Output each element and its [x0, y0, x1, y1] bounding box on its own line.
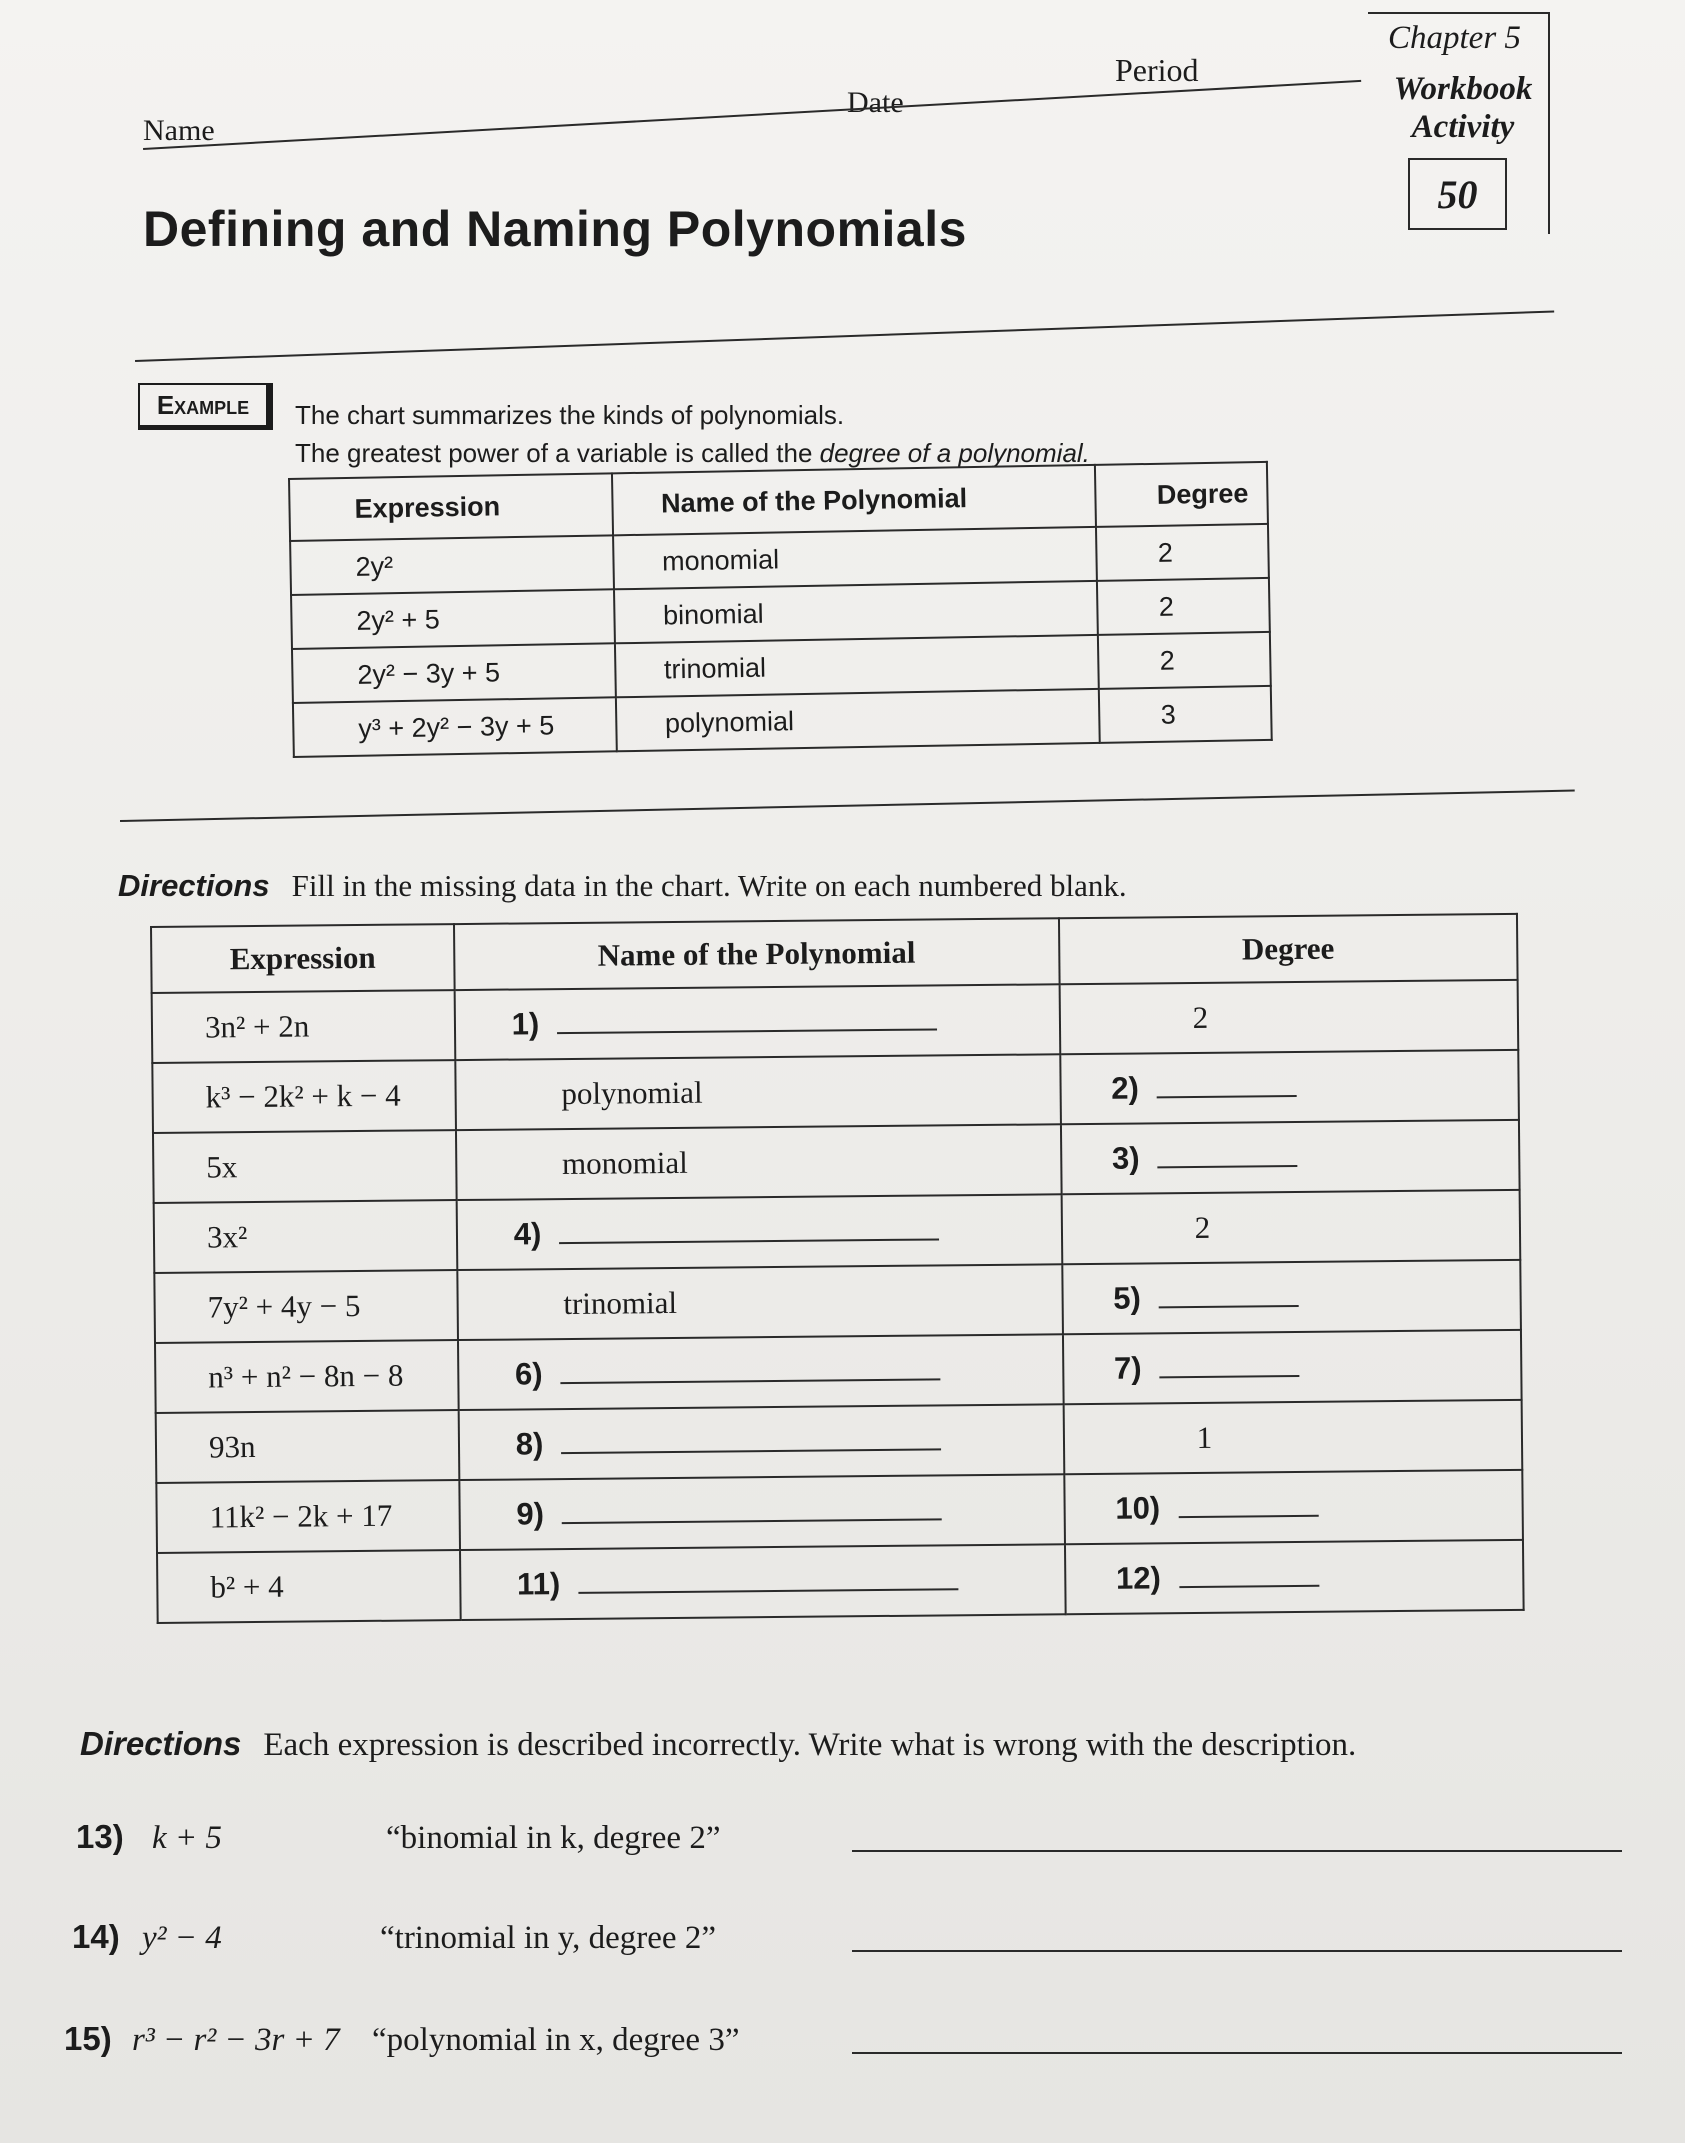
answer-blank-9[interactable] [459, 1474, 1065, 1550]
directions-heading: Directions [80, 1725, 242, 1762]
name-label: Name [143, 114, 215, 147]
table-row [152, 1050, 1519, 1133]
blank-number: 2) [1111, 1070, 1140, 1106]
answer-line-13[interactable] [852, 1850, 1622, 1852]
example-name: polynomial [615, 689, 1100, 751]
blank-number: 1) [511, 1006, 540, 1042]
example-expression: 2y² + 5 [291, 589, 614, 649]
section-divider [120, 790, 1575, 822]
expression-cell: b² + 4 [157, 1550, 460, 1623]
table-row [155, 1330, 1522, 1413]
example-expression: 2y² [290, 535, 613, 595]
chapter-label: Chapter 5 [1388, 20, 1521, 56]
blank-number: 7) [1113, 1350, 1142, 1386]
page-title: Defining and Naming Polynomials [143, 201, 967, 257]
col-expression: Expression [151, 924, 454, 993]
answer-blank-10[interactable] [1064, 1470, 1523, 1544]
answer-blank-6[interactable] [458, 1334, 1064, 1410]
example-degree: 3 [1099, 686, 1271, 743]
col-name: Name of the Polynomial [454, 918, 1060, 990]
example-line-1: The chart summarizes the kinds of polynomials. [295, 400, 845, 430]
answer-line[interactable] [559, 1237, 939, 1244]
table-row [154, 1260, 1521, 1343]
expression-cell: 5x [153, 1130, 456, 1203]
expression-cell: 3x² [154, 1200, 457, 1273]
example-name: trinomial [615, 635, 1100, 697]
degree-cell: 2 [1059, 980, 1518, 1054]
answer-blank-4[interactable] [456, 1194, 1062, 1270]
question-expression: y² − 4 [142, 1920, 222, 1956]
table-row [156, 1400, 1523, 1483]
directions-fill-chart [118, 868, 1127, 904]
question-description: “trinomial in y, degree 2” [380, 1920, 716, 1956]
example-col-name: Name of the Polynomial [612, 465, 1097, 535]
blank-number: 10) [1115, 1490, 1161, 1526]
table-row [154, 1190, 1521, 1273]
period-label: Period [1115, 52, 1199, 88]
blank-number: 5) [1113, 1280, 1142, 1316]
question-number: 14) [72, 1918, 120, 1955]
answer-blank-5[interactable] [1062, 1260, 1521, 1334]
answer-line-14[interactable] [852, 1950, 1622, 1952]
activity-number: 50 [1408, 158, 1507, 230]
expression-cell: 7y² + 4y − 5 [154, 1270, 457, 1343]
answer-line[interactable] [1179, 1584, 1319, 1588]
blank-number: 9) [516, 1496, 545, 1532]
name-cell: polynomial [455, 1054, 1061, 1130]
example-degree: 2 [1096, 524, 1268, 581]
answer-line[interactable] [561, 1377, 941, 1384]
example-line-2-plain: The greatest power of a variable is called the [295, 438, 820, 468]
expression-cell: n³ + n² − 8n − 8 [155, 1340, 458, 1413]
question-13 [76, 1818, 720, 1857]
blank-number: 4) [513, 1216, 542, 1252]
answer-blank-1[interactable] [454, 984, 1060, 1060]
answer-line-15[interactable] [852, 2052, 1622, 2054]
answer-line[interactable] [561, 1447, 941, 1454]
answer-line[interactable] [578, 1587, 958, 1594]
expression-cell: k³ − 2k² + k − 4 [152, 1060, 455, 1133]
name-cell: trinomial [457, 1264, 1063, 1340]
blank-number: 8) [515, 1426, 544, 1462]
degree-cell: 1 [1063, 1400, 1522, 1474]
answer-line[interactable] [1158, 1164, 1298, 1168]
answer-line[interactable] [1157, 1094, 1297, 1098]
example-expression: 2y² − 3y + 5 [292, 643, 615, 703]
blank-number: 12) [1115, 1560, 1162, 1596]
expression-cell: 11k² − 2k + 17 [156, 1480, 459, 1553]
answer-blank-8[interactable] [458, 1404, 1064, 1480]
question-expression: k + 5 [152, 1820, 222, 1856]
example-degree: 2 [1098, 632, 1270, 689]
table-row [156, 1470, 1523, 1553]
table-row [153, 1120, 1520, 1203]
example-expression: y³ + 2y² − 3y + 5 [293, 697, 616, 757]
answer-line[interactable] [1178, 1514, 1318, 1518]
expression-cell: 3n² + 2n [152, 990, 455, 1063]
blank-number: 11) [516, 1566, 561, 1602]
table-row [157, 1540, 1524, 1623]
degree-cell: 2 [1061, 1190, 1520, 1264]
answer-blank-12[interactable] [1065, 1540, 1524, 1614]
col-degree: Degree [1059, 914, 1518, 984]
question-14 [72, 1918, 716, 1957]
answer-line[interactable] [562, 1517, 942, 1524]
example-line-2-italic: degree of a polynomial. [819, 438, 1090, 468]
title-divider [135, 310, 1554, 362]
example-name: monomial [613, 527, 1098, 589]
example-line-2 [295, 438, 1090, 469]
directions-incorrect-descriptions [80, 1725, 1356, 1764]
answer-line[interactable] [1160, 1374, 1300, 1378]
polynomial-table [150, 913, 1525, 1624]
table-row [152, 980, 1519, 1063]
question-expression: r³ − r² − 3r + 7 [132, 2022, 340, 2058]
answer-line[interactable] [1159, 1304, 1299, 1308]
example-col-expression: Expression [289, 473, 613, 541]
answer-blank-3[interactable] [1061, 1120, 1520, 1194]
workbook-activity-label: Workbook Activity [1393, 71, 1533, 145]
example-table [288, 461, 1273, 758]
answer-line[interactable] [557, 1027, 937, 1034]
answer-blank-11[interactable] [460, 1544, 1066, 1620]
blank-number: 6) [514, 1356, 543, 1392]
directions-text: Fill in the missing data in the chart. Write on each numbered blank. [291, 868, 1127, 903]
example-col-degree: Degree [1095, 462, 1268, 527]
example-degree: 2 [1097, 578, 1269, 635]
example-badge: Example [138, 383, 273, 430]
directions-text: Each expression is described incorrectly. Write what is wrong with the description. [263, 1727, 1357, 1763]
directions-heading: Directions [118, 868, 270, 903]
answer-blank-2[interactable] [1060, 1050, 1519, 1124]
date-label: Date [847, 86, 904, 119]
question-description: “binomial in k, degree 2” [386, 1820, 721, 1856]
name-date-period-line[interactable] [143, 80, 1361, 150]
question-description: “polynomial in x, degree 3” [372, 2022, 740, 2058]
blank-number: 3) [1111, 1140, 1140, 1176]
example-name: binomial [614, 581, 1099, 643]
expression-cell: 93n [156, 1410, 459, 1483]
question-15 [64, 2020, 739, 2059]
question-number: 15) [64, 2020, 112, 2057]
question-number: 13) [76, 1818, 124, 1855]
name-cell: monomial [456, 1124, 1062, 1200]
answer-blank-7[interactable] [1063, 1330, 1522, 1404]
